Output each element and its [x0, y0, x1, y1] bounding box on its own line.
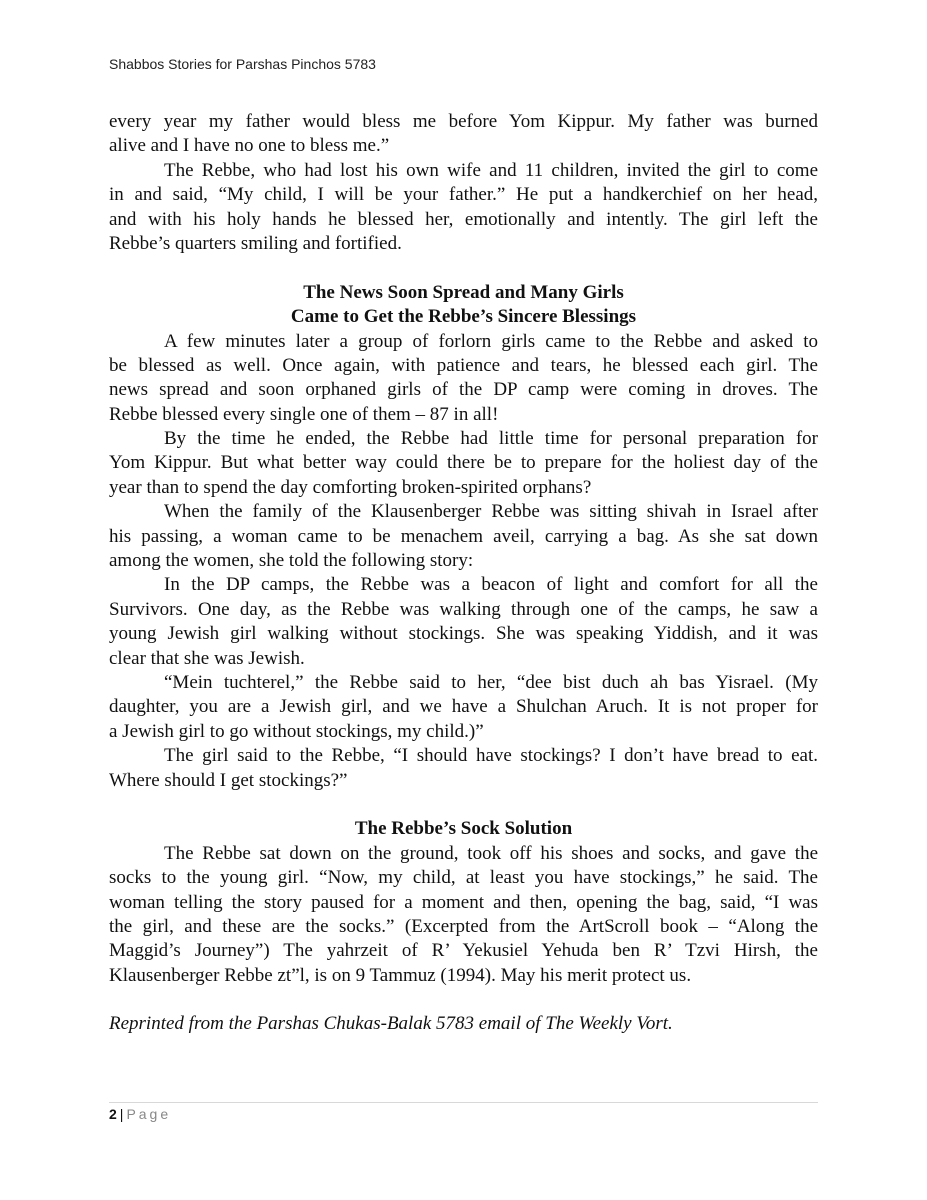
paragraph [109, 427, 818, 500]
text-line: In the DP camps, the Rebbe was a beacon of light and comfort for all the [164, 574, 818, 596]
reprint-note [109, 1012, 818, 1036]
text-line: When the family of the Klausenberger Rebbe was sitting shivah in Israel after [164, 501, 818, 523]
text-line: among the women, she told the following story: [109, 550, 474, 572]
text-line: “Mein tuchterel,” the Rebbe said to her, “dee bist duch ah bas Yisrael. (My [164, 671, 818, 693]
text-line: Klausenberger Rebbe zt”l, is on 9 Tammuz (1994). May his merit protect us. [109, 964, 692, 986]
paragraph [109, 159, 818, 257]
text-line: every year my father would bless me before Yom Kippur. My father was burned [109, 111, 818, 132]
text-line: Survivors. One day, as the Rebbe was walking through one of the camps, he saw a [109, 598, 818, 620]
text-line: Rebbe blessed every single one of them – 87 in all! [109, 403, 499, 425]
text-line: The News Soon Spread and Many Girls [303, 281, 624, 303]
text-line: The Rebbe’s Sock Solution [354, 818, 573, 840]
text-line: alive and I have no one to bless me.” [109, 135, 390, 157]
text-line: year than to spend the day comforting broken-spirited orphans? [109, 476, 592, 498]
text-line: clear that she was Jewish. [109, 647, 305, 669]
text-line: the girl, and these are the socks.” (Excerpted from the ArtScroll book – “Along the [109, 915, 818, 937]
text-line: Rebbe’s quarters smiling and fortified. [109, 232, 402, 254]
running-header: Shabbos Stories for Parshas Pinchos 5783 [109, 56, 376, 72]
text-line: By the time he ended, the Rebbe had little time for personal preparation for [164, 428, 818, 450]
paragraph [109, 842, 818, 988]
text-line: The girl said to the Rebbe, “I should have stockings? I don’t have bread to eat. [164, 745, 818, 767]
text-line: Yom Kippur. But what better way could there be to prepare for the holiest day of the [109, 452, 818, 474]
text-line: woman telling the story paused for a moment and then, opening the bag, said, “I was [109, 891, 818, 913]
paragraph [109, 573, 818, 671]
footer-divider [109, 1102, 818, 1103]
text-line: daughter, you are a Jewish girl, and we have a Shulchan Aruch. It is not proper for [109, 696, 818, 718]
footer-separator: | [119, 1106, 124, 1122]
text-line: The Rebbe sat down on the ground, took off his shoes and socks, and gave the [164, 842, 818, 864]
paragraph [109, 500, 818, 573]
paragraph [109, 671, 818, 744]
text-line: in and said, “My child, I will be your father.” He put a handkerchief on her head, [109, 184, 818, 206]
text-line: Maggid’s Journey”) The yahrzeit of R’ Yekusiel Yehuda ben R’ Tzvi Hirsh, the [109, 940, 818, 962]
text-line: A few minutes later a group of forlorn girls came to the Rebbe and asked to [164, 330, 818, 352]
section-heading [109, 817, 818, 841]
paragraph [109, 744, 818, 793]
text-line: and with his holy hands he blessed her, emotionally and intently. The girl left the [109, 208, 818, 230]
text-line: a Jewish girl to go without stockings, my child.)” [109, 720, 484, 742]
paragraph [109, 330, 818, 428]
paragraph [109, 110, 818, 159]
text-line: his passing, a woman came to be menachem aveil, carrying a bag. As she sat down [109, 525, 818, 547]
page-number: 2 [109, 1106, 117, 1122]
document-body [109, 110, 818, 1037]
text-line: be blessed as well. Once again, with patience and tears, he blessed each girl. The [109, 354, 818, 376]
text-line: young Jewish girl walking without stockings. She was speaking Yiddish, and it was [109, 623, 818, 645]
section-heading [109, 281, 818, 330]
text-line: The Rebbe, who had lost his own wife and 11 children, invited the girl to come [164, 159, 818, 181]
text-line: news spread and soon orphaned girls of the DP camp were coming in droves. The [109, 379, 818, 401]
text-line: Reprinted from the Parshas Chukas-Balak 5783 email of The Weekly Vort. [109, 1013, 673, 1035]
page-label: Page [126, 1106, 172, 1122]
text-line: Where should I get stockings?” [109, 769, 348, 791]
page-footer [109, 1106, 171, 1122]
text-line: Came to Get the Rebbe’s Sincere Blessings [290, 306, 637, 328]
text-line: socks to the young girl. “Now, my child, at least you have stockings,” he said. The [109, 867, 818, 889]
